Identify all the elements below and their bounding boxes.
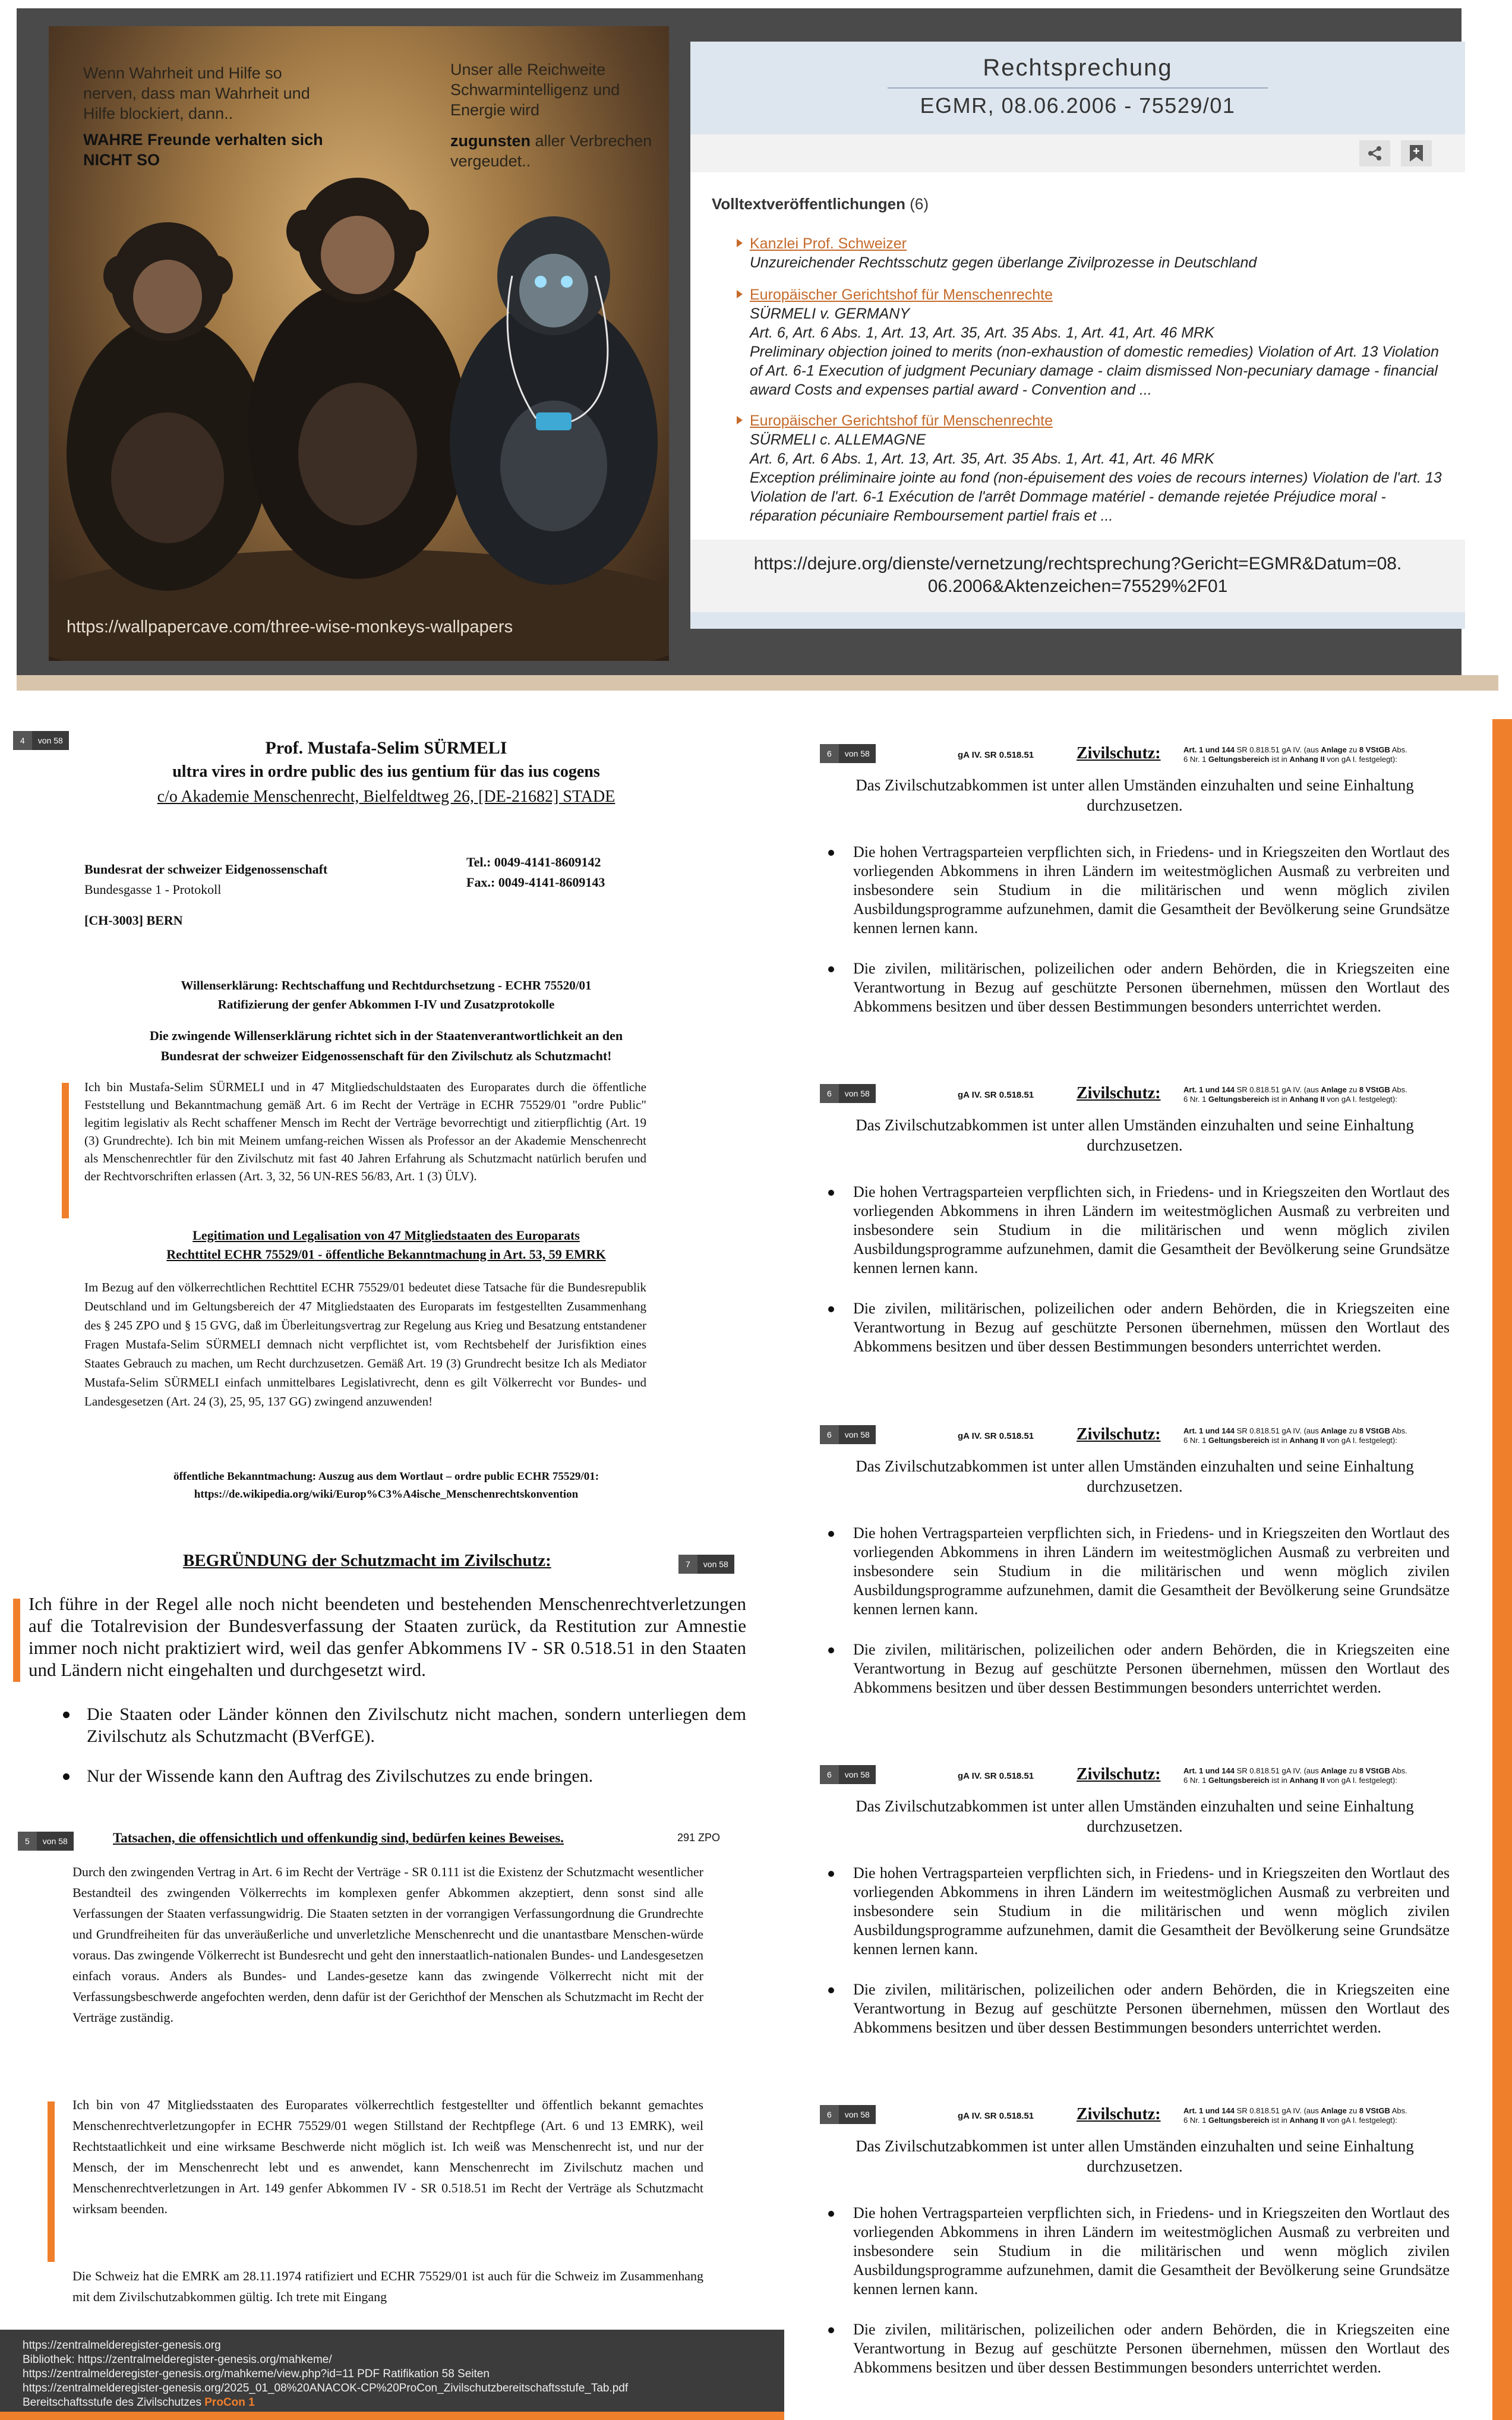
section-heading: Volltextveröffentlichungen (6) [712, 195, 929, 213]
rechtsprechung-title: Rechtsprechung [983, 55, 1173, 81]
rechtsprechung-header [690, 42, 1465, 134]
card-lead: Das Zivilschutzabkommen ist unter allen Umständen einzuhalten und seine Einhaltung durchzusetzen. [856, 1457, 1414, 1495]
publication-item: Europäischer Gerichtshof für Menschenrechte SÜRMELI v. GERMANY Art. 6, Art. 6 Abs. 1, Art. 13, Art. 35, Art. 35 Abs. 1, Art. 41, Art. 46 MRK Preliminary objection joined to merits (non-exhaustion of domestic remedies) Violation of Art. 13 Violation of Art. 6-1 Execution of judgment Pecuniary damage - claim dismissed Non-pecuniary damage - financial award Costs and expenses partial award - Convention and ... [750, 285, 1445, 399]
panel-footer [690, 612, 1465, 629]
card-header [820, 1083, 1450, 1118]
page-badge: 6 von 58 [820, 2105, 876, 2124]
monkey-right-caption: Unser alle Reichweite Schwarmintelligenz und Energie wird zugunsten aller Verbrechen vergeudet.. [450, 61, 652, 170]
caret-right-icon [737, 239, 743, 247]
footer-link[interactable]: https://zentralmelderegister-genesis.org [23, 2339, 221, 2352]
card-lead: Das Zivilschutzabkommen ist unter allen Umständen einzuhalten und seine Einhaltung durchzusetzen. [856, 1797, 1414, 1835]
page-badge: 6 von 58 [820, 1084, 876, 1103]
footer-status: Bereitschaftsstufe des Zivilschutzes ProCon 1 [23, 2396, 255, 2409]
card-title: Zivilschutz: [1077, 1765, 1161, 1784]
monkey-left-caption: Wenn Wahrheit und Hilfe so nerven, dass man Wahrheit und Hilfe blockiert, dann.. WAHRE Freunde verhalten sich NICHT SO [83, 64, 323, 169]
legitimation-heading: Legitimation und Legalisation von 47 Mitgliedstaaten des Europarats [192, 1228, 580, 1243]
highlight-bar [13, 1599, 20, 1682]
ga-label: gA IV. SR 0.518.51 [958, 1431, 1034, 1441]
list-item: Die zivilen, militärischen, polizeilichen oder andern Behörden, die in Kriegszeiten eine Verantwortung in Bezug auf geschützte Personen übernehmen, müssen den Wortlaut des Abkommens besitzen und über dessen Bestimmungen besonders unterrichtet werden. [820, 2320, 1450, 2377]
list-item: Die Staaten oder Länder können den Zivilschutz nicht machen, sondern unterliegen dem Zivilschutz als Schutzmacht (BVerfGE). [53, 1703, 746, 1747]
card-list [820, 843, 1450, 1016]
banner-bottom-strip [17, 675, 1498, 691]
card-lead: Das Zivilschutzabkommen ist unter allen Umständen einzuhalten und seine Einhaltung durchzusetzen. [856, 2137, 1414, 2175]
tatsachen-paragraph: Die Schweiz hat die EMRK am 28.11.1974 ratifiziert und ECHR 75529/01 ist auch für die Schweiz im Zusammenhang mit dem Zivilschutzabkommen gültig. Ich trete mit Eingang [72, 2268, 703, 2304]
card-header [820, 2104, 1450, 2139]
list-item: Die hohen Vertragsparteien verpflichten sich, in Friedens- und in Kriegszeiten den Wortlaut des vorliegenden Abkommens in ihren Ländern im weitestmöglichen Ausmaß zu verbreiten und insbesondere sein Studium in die militärischen und wenn möglich zivilen Ausbildungsprogramme aufzunehmen, damit die Gesamtheit der Bevölkerung seine Grundsätze kennen lernen kann. [820, 1524, 1450, 1619]
recipient-line: Bundesrat der schweizer Eidgenossenschaft [84, 862, 328, 877]
card-list [820, 1524, 1450, 1697]
publication-link[interactable]: Kanzlei Prof. Schweizer [750, 235, 907, 252]
card-title: Zivilschutz: [1077, 1425, 1161, 1444]
case-reference: EGMR, 08.06.2006 - 75529/01 [920, 93, 1236, 118]
ga-label: gA IV. SR 0.518.51 [958, 2111, 1034, 2121]
footer [0, 2330, 784, 2420]
toolbar [690, 134, 1465, 172]
ga-label: gA IV. SR 0.518.51 [958, 1090, 1034, 1100]
page-badge: 6 von 58 [820, 1765, 876, 1784]
card-lead: Das Zivilschutzabkommen ist unter allen Umständen einzuhalten und seine Einhaltung durchzusetzen. [856, 1116, 1414, 1154]
public-notice-link[interactable]: https://de.wikipedia.org/wiki/Europ%C3%A4ische_Menschenrechtskonvention [194, 1488, 579, 1501]
list-item: Die zivilen, militärischen, polizeilichen oder andern Behörden, die in Kriegszeiten eine Verantwortung in Bezug auf geschützte Personen übernehmen, müssen den Wortlaut des Abkommens besitzen und über dessen Bestimmungen besonders unterrichtet werden. [820, 1640, 1450, 1697]
tatsachen-paragraph: Durch den zwingenden Vertrag in Art. 6 im Recht der Verträge - SR 0.111 ist die Existenz der Schutzmacht wesentlicher Bestandteil des zwingenden Völkerrechts im komplexen genfer Abkommen akzeptiert, denn sonst sind alle Verfassungen der Staaten verfassungwidrig. Die Staaten setzten in der vorrangigen Verfassungordnung die Grundrechte und Grundfreiheiten für das unveräußerliche und unverletzliche Menschenrecht und die unantastbare Menschen-würde voraus. Das zwingende Völkerrecht ist Bundesrecht und geht den innerstaatlich-nationalen Bundes- und Landesgesetzen einfach voraus. Anders als Bundes- und Landes-gesetze kann das zwingende Völkerrecht nicht mit der Verfassungsbeschwerde angefochten werden, denn dafür ist der Gerichthof der Menschen als Schutzmacht im Recht der Verträge zuständig. [72, 1864, 703, 2025]
recipient-line: [CH-3003] BERN [84, 913, 183, 928]
subject-line: Ratifizierung der genfer Abkommen I-IV und Zusatzprotokolle [217, 997, 555, 1012]
footer-link[interactable]: https://zentralmelderegister-genesis.org/2025_01_08%20ANACOK-CP%20ProCon_Zivilschutzbereitschaftsstufe_Tab.pdf [23, 2382, 629, 2394]
card-note: Art. 1 und 144 SR 0.818.51 gA IV. (aus Anlage zu 8 VStGB Abs. 6 Nr. 1 Geltungsbereich ist in Anhang II von gA I. festgelegt): [1183, 745, 1407, 764]
article-references: Art. 6, Art. 6 Abs. 1, Art. 13, Art. 35, Art. 35 Abs. 1, Art. 41, Art. 46 MRK [750, 324, 1214, 341]
list-item: Die hohen Vertragsparteien verpflichten sich, in Friedens- und in Kriegszeiten den Wortlaut des vorliegenden Abkommens in ihren Ländern im weitestmöglichen Ausmaß zu verbreiten und insbesondere sein Studium in die militärischen und wenn möglich zivilen Ausbildungsprogramme aufzunehmen, damit die Gesamtheit der Bevölkerung seine Grundsätze kennen lernen kann. [820, 1183, 1450, 1278]
list-item: Die zivilen, militärischen, polizeilichen oder andern Behörden, die in Kriegszeiten eine Verantwortung in Bezug auf geschützte Personen übernehmen, müssen den Wortlaut des Abkommens besitzen und über dessen Bestimmungen besonders unterrichtet werden. [820, 1299, 1450, 1356]
ga-label: gA IV. SR 0.518.51 [958, 750, 1034, 760]
card-header [820, 1764, 1450, 1800]
header-rule [888, 87, 1268, 89]
section-title: Tatsachen, die offensichtlich und offenkundig sind, bedürfen keines Beweises. [113, 1830, 564, 1845]
share-icon [1366, 145, 1383, 162]
caret-right-icon [737, 290, 743, 298]
caret-right-icon [737, 416, 743, 424]
telephone: Tel.: 0049-4141-8609142 [466, 855, 601, 869]
highlight-bar [62, 1083, 69, 1218]
ga-label: gA IV. SR 0.518.51 [958, 1771, 1034, 1781]
sender-name: Prof. Mustafa-Selim SÜRMELI [265, 738, 507, 758]
intro-line: Bundesrat der schweizer Eidgenossenschaft für den Zivilschutz als Schutzmacht! [160, 1048, 612, 1063]
card-title: Zivilschutz: [1077, 744, 1161, 762]
card-lead: Das Zivilschutzabkommen ist unter allen Umständen einzuhalten und seine Einhaltung durchzusetzen. [856, 776, 1414, 814]
rechtsprechung-panel [690, 42, 1465, 629]
article-references: Art. 6, Art. 6 Abs. 1, Art. 13, Art. 35, Art. 35 Abs. 1, Art. 41, Art. 46 MRK [750, 450, 1214, 467]
page-badge: 5 von 58 [18, 1832, 74, 1851]
tatsachen-paragraph: Ich bin von 47 Mitgliedsstaaten des Europarates völkerrechtlich festgestellter und öffentlich bekannt gemachtes Menschenrechtverletzungopfer in ECHR 75529/01 wegen Stillstand der Rechtpflege (Art. 6 und 13 EMRK), weil Rechtstaatlichkeit und eine wirksame Beschwerde nicht möglich ist. Ich weiß was Menschenrecht ist, und nur der Mensch, der im Menschenrecht lebt und es anwendet, kann Menschenrecht im Zivilschutz machen und Menschenrechtverletzungen in Art. 149 genfer Abkommen IV - SR 0.518.51 im Recht der Verträge als Schutzmacht wirksam beenden. [72, 2097, 703, 2216]
fax: Fax.: 0049-4141-8609143 [466, 875, 605, 890]
begruendung-list [53, 1703, 746, 1787]
card-note: Art. 1 und 144 SR 0.818.51 gA IV. (aus Anlage zu 8 VStGB Abs. 6 Nr. 1 Geltungsbereich ist in Anhang II von gA I. festgelegt): [1183, 1426, 1407, 1445]
right-edge-bar [1492, 719, 1512, 2420]
card-header [820, 743, 1450, 779]
recipient-line: Bundesgasse 1 - Protokoll [84, 882, 222, 897]
card-list [820, 2204, 1450, 2377]
subject-line: Willenserklärung: Rechtschaffung und Rechtdurchsetzung - ECHR 75520/01 [181, 978, 592, 992]
intro-line: Die zwingende Willenserklärung richtet sich in der Staatenverantwortlichkeit an den [149, 1028, 623, 1043]
share-button[interactable] [1359, 140, 1390, 166]
sender-address: c/o Akademie Menschenrecht, Bielfeldtweg 26, [DE-21682] STADE [157, 787, 615, 806]
list-item: Die hohen Vertragsparteien verpflichten sich, in Friedens- und in Kriegszeiten den Wortlaut des vorliegenden Abkommens in ihren Ländern im weitestmöglichen Ausmaß zu verbreiten und insbesondere sein Studium in die militärischen und wenn möglich zivilen Ausbildungsprogramme aufzunehmen, damit die Gesamtheit der Bevölkerung seine Grundsätze kennen lernen kann. [820, 1864, 1450, 1959]
footer-link[interactable]: https://zentralmelderegister-genesis.org/mahkeme/view.php?id=11 PDF Ratifikation 58 Seiten [23, 2368, 490, 2380]
list-item: Die hohen Vertragsparteien verpflichten sich, in Friedens- und in Kriegszeiten den Wortlaut des vorliegenden Abkommens in ihren Ländern im weitestmöglichen Ausmaß zu verbreiten und insbesondere sein Studium in die militärischen und wenn möglich zivilen Ausbildungsprogramme aufzunehmen, damit die Gesamtheit der Bevölkerung seine Grundsätze kennen lernen kann. [820, 843, 1450, 938]
footer-link[interactable]: Bibliothek: https://zentralmelderegister-genesis.org/mahkeme/ [23, 2353, 332, 2366]
legal-paragraph: Im Bezug auf den völkerrechtlichen Rechttitel ECHR 75529/01 bedeutet diese Tatsache für die Bundesrepublik Deutschland und im Geltungsbereich der 47 Mitgliedstaaten des Europarats im festgestellten Zusammenhang des § 245 ZPO und § 15 GVG, daß im Überleitungsvertrag zur Regelung aus Krieg und Besatzung entstandener Fragen Mustafa-Selim SÜRMELI demnach nicht verpflichtet ist, vom Rechtsbehelf der Jurisfiktion eines Staates Gebrauch zu machen, um Recht durchzusetzen. Gemäß Art. 19 (3) Grundrecht besitze Ich als Mediator Mustafa-Selim SÜRMELI einfach unmittelbares Legislativrecht, denn es gilt Völkerrecht vor Bundes- und Landesgesetzen (Art. 24 (3), 25, 95, 137 GG) zwingend anzuwenden! [84, 1280, 646, 1408]
three-monkeys-image [49, 26, 669, 661]
card-title: Zivilschutz: [1077, 2105, 1161, 2123]
sender-title: ultra vires in ordre public des ius gentium für das ius cogens [172, 762, 600, 781]
list-item: Die hohen Vertragsparteien verpflichten sich, in Friedens- und in Kriegszeiten den Wortlaut des vorliegenden Abkommens in ihren Ländern im weitestmöglichen Ausmaß zu verbreiten und insbesondere sein Studium in die militärischen und wenn möglich zivilen Ausbildungsprogramme aufzunehmen, damit die Gesamtheit der Bevölkerung seine Grundsätze kennen lernen kann. [820, 2204, 1450, 2299]
publication-item: Europäischer Gerichtshof für Menschenrechte SÜRMELI c. ALLEMAGNE Art. 6, Art. 6 Abs. 1, Art. 13, Art. 35, Art. 35 Abs. 1, Art. 41, Art. 46 MRK Exception préliminaire jointe au fond (non-épuisement des voies de recours internes) Violation de l'art. 13 Violation de l'art. 6-1 Exécution de l'arrêt Dommage matériel - demande rejetée Préjudice moral - réparation pécuniaire Remboursement partiel frais et ... [750, 411, 1445, 525]
page-badge: 6 von 58 [820, 744, 876, 763]
intro-paragraph: Ich bin Mustafa-Selim SÜRMELI und in 47 Mitgliedschuldstaaten des Europarates durch die öffentliche Feststellung und Bekanntmachung gemäß Art. 6 im Recht der Verträge in ECHR 75529/01 "ordre Public" legitim legislativ als Recht schaffener Mensch im Recht der Verträge bevorrechtigt und zitierpflichtig (Art. 19 (3) Grundrechte). Ich bin mit Meinem umfang-reichen Wissen als Professor an der Akademie Menschenrecht als Menschenrechtler für den Zivilschutz mit fast 40 Jahren Erfahrung als Schutzmacht natürlich berufen und der Rechtvorschriften erlassen (Art. 3, 32, 56 UN-RES 56/83, Art. 1 (3) ÜLV). [84, 1080, 646, 1183]
list-item: Nur der Wissende kann den Auftrag des Zivilschutzes zu ende bringen. [53, 1765, 746, 1787]
page-badge: 4 von 58 [13, 731, 69, 750]
card-note: Art. 1 und 144 SR 0.818.51 gA IV. (aus Anlage zu 8 VStGB Abs. 6 Nr. 1 Geltungsbereich ist in Anhang II von gA I. festgelegt): [1183, 1766, 1407, 1785]
publication-link[interactable]: Europäischer Gerichtshof für Menschenrechte [750, 286, 1053, 303]
procon-level: ProCon 1 [204, 2396, 255, 2409]
card-title: Zivilschutz: [1077, 1084, 1161, 1102]
legitimation-heading: Rechttitel ECHR 75529/01 - öffentliche Bekanntmachung in Art. 53, 59 EMRK [166, 1247, 606, 1262]
bookmark-button[interactable] [1401, 140, 1432, 166]
card-note: Art. 1 und 144 SR 0.818.51 gA IV. (aus Anlage zu 8 VStGB Abs. 6 Nr. 1 Geltungsbereich ist in Anhang II von gA I. festgelegt): [1183, 2106, 1407, 2125]
page-badge: 7 von 58 [678, 1555, 734, 1574]
list-item: Die zivilen, militärischen, polizeilichen oder andern Behörden, die in Kriegszeiten eine Verantwortung in Bezug auf geschützte Personen übernehmen, müssen den Wortlaut des Abkommens besitzen und über dessen Bestimmungen besonders unterrichtet werden. [820, 959, 1450, 1016]
card-header [820, 1424, 1450, 1460]
image-credit: https://wallpapercave.com/three-wise-monkeys-wallpapers [67, 617, 513, 636]
footer-accent [0, 2412, 784, 2420]
list-item: Die zivilen, militärischen, polizeilichen oder andern Behörden, die in Kriegszeiten eine Verantwortung in Bezug auf geschützte Personen übernehmen, müssen den Wortlaut des Abkommens besitzen und über dessen Bestimmungen besonders unterrichtet werden. [820, 1980, 1450, 2037]
card-list [820, 1183, 1450, 1356]
card-note: Art. 1 und 144 SR 0.818.51 gA IV. (aus Anlage zu 8 VStGB Abs. 6 Nr. 1 Geltungsbereich ist in Anhang II von gA I. festgelegt): [1183, 1085, 1407, 1104]
publication-link[interactable]: Europäischer Gerichtshof für Menschenrechte [750, 412, 1053, 429]
publication-item: Kanzlei Prof. Schweizer Unzureichender Rechtsschutz gegen überlange Zivilprozesse in Deutschland [750, 234, 1445, 272]
card-list [820, 1864, 1450, 2037]
section-count: (6) [910, 195, 929, 213]
page-badge: 6 von 58 [820, 1425, 876, 1444]
legal-reference: 291 ZPO [677, 1832, 721, 1844]
source-url[interactable]: https://dejure.org/dienste/vernetzung/rechtsprechung?Gericht=EGMR&Datum=08.06.2006&Aktenzeichen=75529%2F01 [690, 540, 1465, 629]
begruendung-paragraph: Ich führe in der Regel alle noch nicht beendeten und bestehenden Menschenrechtverletzungen auf die Totalrevision der Bundesverfassung der Staaten zurück, da Restitution zur Amnestie immer noch nicht praktiziert wird, weil das genfer Abkommens IV - SR 0.518.51 in den Staaten und Ländern nicht eingehalten und durchgesetzt wird. [29, 1593, 746, 1680]
bookmark-plus-icon [1409, 144, 1424, 162]
highlight-bar [48, 2101, 55, 2262]
public-notice: öffentliche Bekanntmachung: Auszug aus dem Wortlaut – ordre public ECHR 75529/01: [173, 1470, 599, 1483]
section-title: BEGRÜNDUNG der Schutzmacht im Zivilschutz: [183, 1551, 551, 1570]
